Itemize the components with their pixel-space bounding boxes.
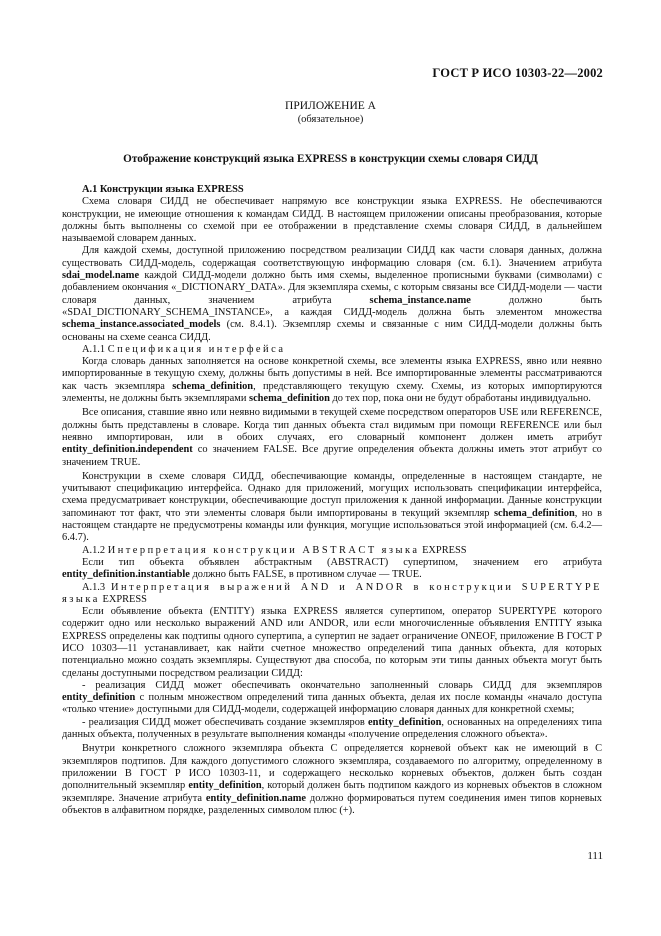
annex-status: (обязательное) [297,114,364,125]
attribute-name: entity_definition [368,716,442,728]
subsection-heading-a13: А.1.3 Интерпретация выражений AND и ANDOR в конструкции SUPERTYPE языка EXPRESS [62,581,602,605]
attribute-name: schema_instance.associated_models [62,319,221,331]
main-title: Отображение конструкций языка EXPRESS в конструкции схемы словаря СИДД [123,153,538,165]
subsection-heading-a12: А.1.2 Интерпретация конструкции ABSTRACT языка EXPRESS [82,544,467,556]
section-heading-a1: А.1 Конструкции языка EXPRESS [82,184,244,195]
page-number: 111 [587,850,603,862]
paragraph: Если объявление объекта (ENTITY) языка EXPRESS является супертипом, оператор SUPERTYPE которого содержит одно или несколько выражений AND или ANDOR, или если многочисленные объявления ENTITY языка EXPRESS определены как подтипы одного супертипа, а супертип не задает ограничение ONEOF, приложение В ГОСТ Р ИСО 10303—11 устанавливает, как найти счетное множество определений типа данных объекта, для которых потенциально можно создать экземпляры. Существуют два способа, по которым эти типы данных объекта могут быть сделаны доступными посредством реализации СИДД: [62,606,602,679]
paragraph: Схема словаря СИДД не обеспечивает напрямую все конструкции языка EXPRESS. Не обеспечиваются конструкции, не имеющие отношения к командам СИДД. В настоящем приложении описаны преобразования, которые должны быть выполнены со схемой при ее отображении в представление схемы словаря СИДД, в дальнейшем называемой словарем данных. [62,196,602,245]
attribute-name: schema_definition [172,380,254,392]
subsection-heading-a11: А.1.1 Спецификация интерфейса [82,343,286,355]
list-item: - реализация СИДД может обеспечивать окончательно заполненный словарь СИДД для экземпляров entity_definition с полным множеством определений типа данных объекта, делая их после команды «начало доступа «только чтение» доступными для СИДД-модели, содержащей информацию словаря данных для конкретной схемы; [62,679,602,716]
attribute-name: schema_instance.name [369,294,471,306]
paragraph: Когда словарь данных заполняется на основе конкретной схемы, все элементы языка EXPRESS, явно или неявно импортированные в текущую схему, должны быть допустимы в ней. Все импортированные элементы рассматриваются как часть экземпляра schema_definition, представляющего текущую схему. Схемы, из которых импортируются элементы, не должны быть экземплярами schema_definition до тех пор, пока они не будут обработаны индивидуально. [62,356,602,405]
attribute-name: schema_definition [493,507,575,519]
annex-title: ПРИЛОЖЕНИЕ А [285,100,376,112]
paragraph: Конструкции в схеме словаря СИДД, обеспечивающие команды, определенные в настоящем стандарте, не учитывают спецификацию интерфейса. Однако для приложений, могущих использовать спецификации интерфейса, схема предусматривает конструкции, обеспечивающие доступ приложения к данной информации. Данные конструкции запоминают тот факт, что эти элементы словаря были импортированы в текущий экземпляр schema_definition, но в настоящем стандарте не предусмотрены команды или функция, могущие использоваться этой информацией (см. 6.4.2—6.4.7). [62,470,602,544]
attribute-name: entity_definition.instantiable [62,569,190,581]
standard-header: ГОСТ Р ИСО 10303-22—2002 [432,66,603,80]
attribute-name: sdai_model.name [62,270,140,282]
body-text [62,184,602,817]
paragraph: Внутри конкретного сложного экземпляра объекта С определяется корневой объект как не имеющий в С экземпляров подтипов. Для каждого допустимого сложного экземпляра, создаваемого по алгоритму, определенному в приложении В ГОСТ Р ИСО 10303-11, и содержащего несколько корневых объектов, должен быть создан дополнительный экземпляр entity_definition, который должен быть подтипом каждого из корневых объектов в сложном экземпляре. Значение атрибута entity_definition.name должно формироваться путем соединения имен типов корневых объектов в алфавитном порядке, разделенных символом плюс (+). [62,743,602,816]
attribute-name: entity_definition.independent [62,444,193,456]
attribute-name: schema_definition [249,393,330,405]
attribute-name: entity_definition [188,780,262,792]
attribute-name: entity_definition.name [205,792,307,804]
attribute-name: entity_definition [62,692,136,704]
paragraph: Для каждой схемы, доступной приложению посредством реализации СИДД как части словаря данных, должна существовать СИДД-модель, содержащая соответствующую информацию словаря (см. 6.1). Значением атрибута sdai_model.name каждой СИДД-модели должно быть имя схемы, выделенное прописными буквами (символами) с добавлением окончания «_DICTIONARY_DATA». Для экземпляра схемы, с которым связаны все СИДД-модели — части словаря данных, значением атрибута schema_instance.name должно быть «SDAI_DICTIONARY_SCHEMA_INSTANCE», а каждая СИДД-модель должна быть элементом множества schema_instance.associated_models (см. 8.4.1). Экземпляр схемы и связанные с ним СИДД-модели должны быть основаны на схеме сеанса СИДД. [62,245,602,343]
paragraph: Если тип объекта объявлен абстрактным (ABSTRACT) супертипом, значением его атрибута entity_definition.instantiable должно быть FALSE, в противном случае — TRUE. [62,556,602,581]
list-item: - реализация СИДД может обеспечивать создание экземпляров entity_definition, основанных на определениях типа данных объекта, полученных в результате выполнения команды «получение определения сложного объекта». [62,716,602,741]
paragraph: Все описания, ставшие явно или неявно видимыми в текущей схеме посредством операторов USE или REFERENCE, должны быть представлены в словаре. Когда тип данных объекта стал видимым при помощи REFERENCE или был неявно импортирован, или в обоих случаях, его словарный компонент должен иметь атрибут entity_definition.independent со значением FALSE. Все другие определения объекта должны иметь этот атрибут со значением TRUE. [62,407,602,468]
